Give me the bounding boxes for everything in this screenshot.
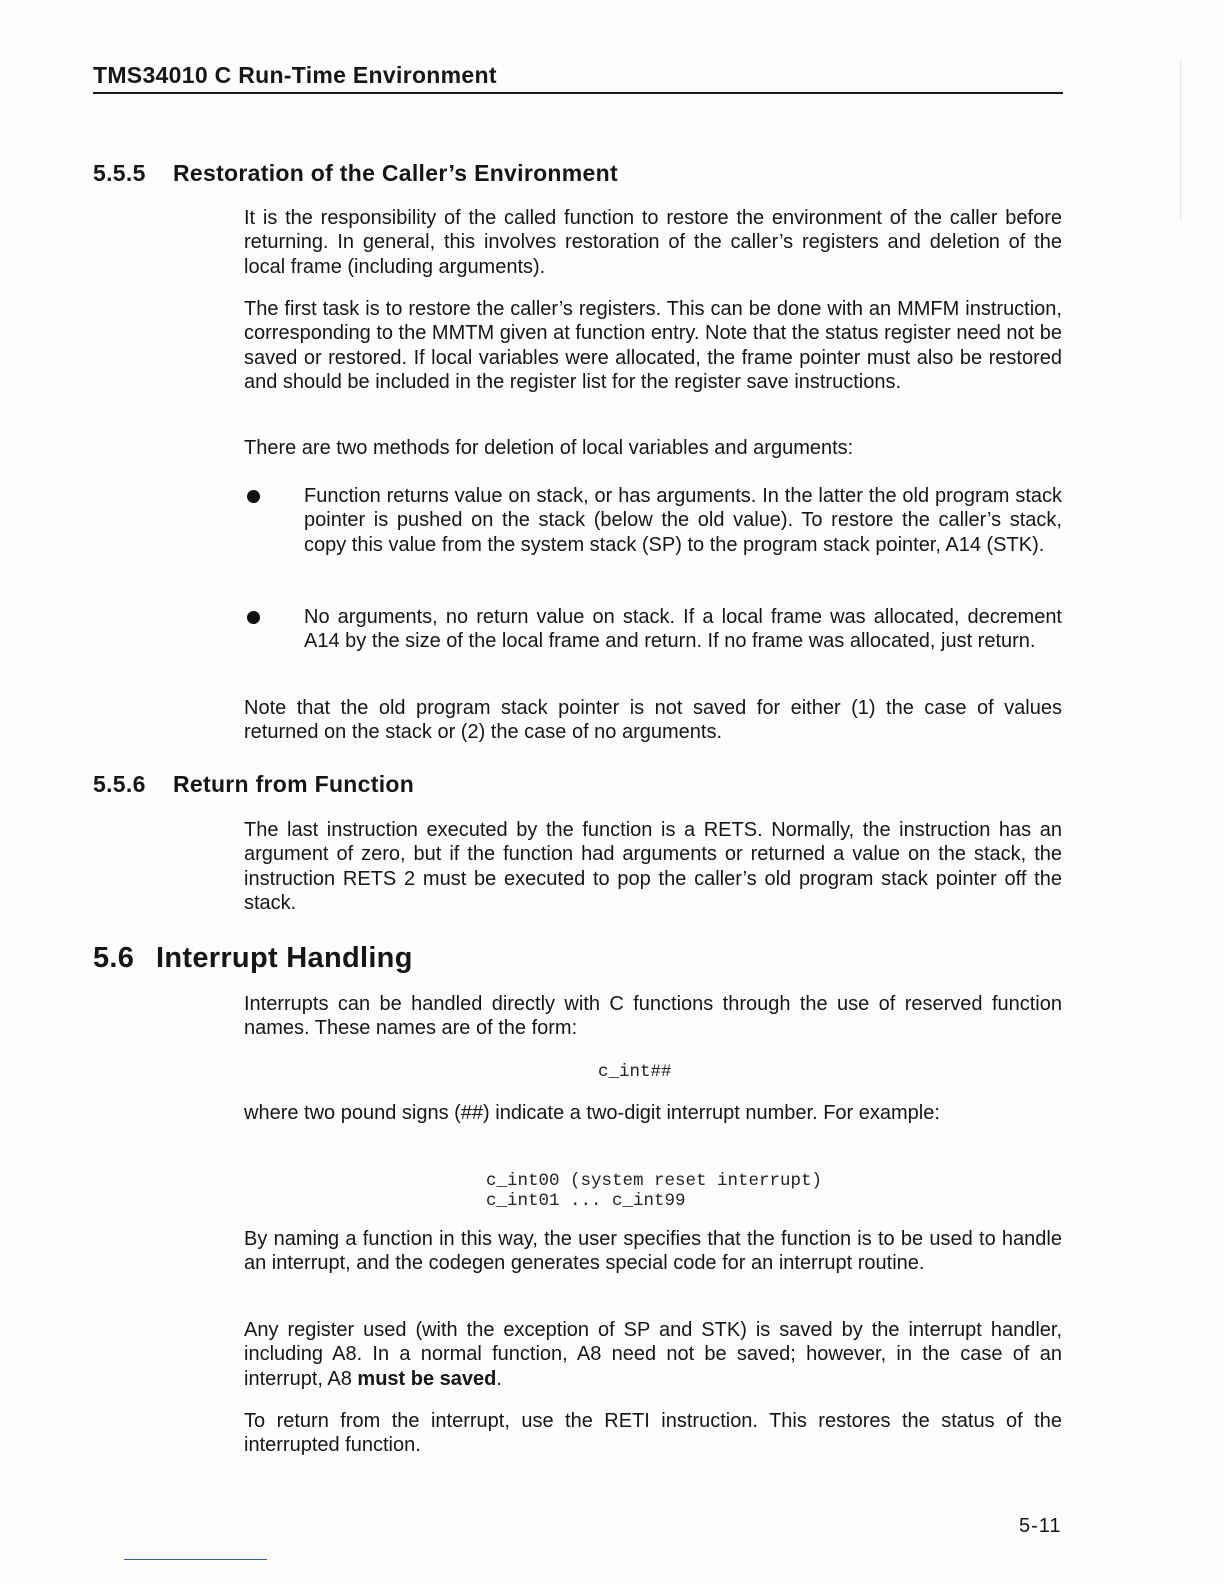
paragraph: By naming a function in this way, the user specifies that the function is to be used to handle an interrupt, and the codegen generates special code for an interrupt routine. xyxy=(244,1228,1062,1275)
code-example: c_int## xyxy=(598,1062,672,1082)
margin-mark xyxy=(1180,60,1181,220)
section-number: 5.5.6 xyxy=(93,771,146,797)
section-number: 5.6 xyxy=(93,942,135,974)
section-heading-5-6 xyxy=(93,942,413,975)
page-number: 5-11 xyxy=(1019,1515,1062,1537)
text-run: Any register used (with the exception of SP and STK) is saved by the interrupt handler, including A8. In a normal function, A8 need not be saved; however, in the case of an interrupt, A8 xyxy=(244,1319,1062,1390)
text-run: . xyxy=(496,1367,502,1390)
bottom-rule xyxy=(124,1559,267,1560)
section-title: Restoration of the Caller’s Environment xyxy=(173,160,618,186)
bullet-icon xyxy=(247,611,260,624)
paragraph: The first task is to restore the caller’s registers. This can be done with an MMFM instruction, corresponding to the MMTM given at function entry. Note that the status register need not be saved or restored. If local variables were allocated, the frame pointer must also be restored and should be included in the register list for the register save instructions. xyxy=(244,298,1062,393)
list-item: Function returns value on stack, or has arguments. In the latter the old program stack pointer is pushed on the stack (below the old value). To restore the caller’s stack, copy this value from the system stack (SP) to the program stack pointer, A14 (STK). xyxy=(304,485,1062,556)
running-header: TMS34010 C Run-Time Environment xyxy=(93,62,1063,94)
section-number: 5.5.5 xyxy=(93,160,146,186)
section-heading-5-5-5 xyxy=(93,160,618,187)
section-title: Return from Function xyxy=(173,771,415,797)
paragraph: To return from the interrupt, use the RETI instruction. This restores the status of the interrupted function. xyxy=(244,1410,1062,1457)
code-example-line: c_int01 ... c_int99 xyxy=(486,1191,686,1211)
paragraph: Note that the old program stack pointer is not saved for either (1) the case of values returned on the stack or (2) the case of no arguments. xyxy=(244,697,1062,744)
section-title: Interrupt Handling xyxy=(156,942,413,974)
code-example-line: c_int00 (system reset interrupt) xyxy=(486,1171,823,1191)
bullet-icon xyxy=(247,490,260,503)
paragraph: The last instruction executed by the function is a RETS. Normally, the instruction has an argument of zero, but if the function had arguments or returned a value on the stack, the instruction RETS 2 must be executed to pop the caller’s old program stack pointer off the stack. xyxy=(244,819,1062,914)
paragraph xyxy=(244,1318,1062,1391)
paragraph: Interrupts can be handled directly with C functions through the use of reserved function names. These names are of the form: xyxy=(244,993,1062,1040)
emphasis: must be saved xyxy=(357,1367,497,1390)
section-heading-5-5-6 xyxy=(93,771,414,798)
list-item: No arguments, no return value on stack. If a local frame was allocated, decrement A14 by the size of the local frame and return. If no frame was allocated, just return. xyxy=(304,606,1062,653)
paragraph: It is the responsibility of the called function to restore the environment of the caller before returning. In general, this involves restoration of the caller’s registers and deletion of the local frame (including arguments). xyxy=(244,207,1062,278)
paragraph: where two pound signs (##) indicate a two-digit interrupt number. For example: xyxy=(244,1102,940,1124)
paragraph: There are two methods for deletion of local variables and arguments: xyxy=(244,437,854,459)
